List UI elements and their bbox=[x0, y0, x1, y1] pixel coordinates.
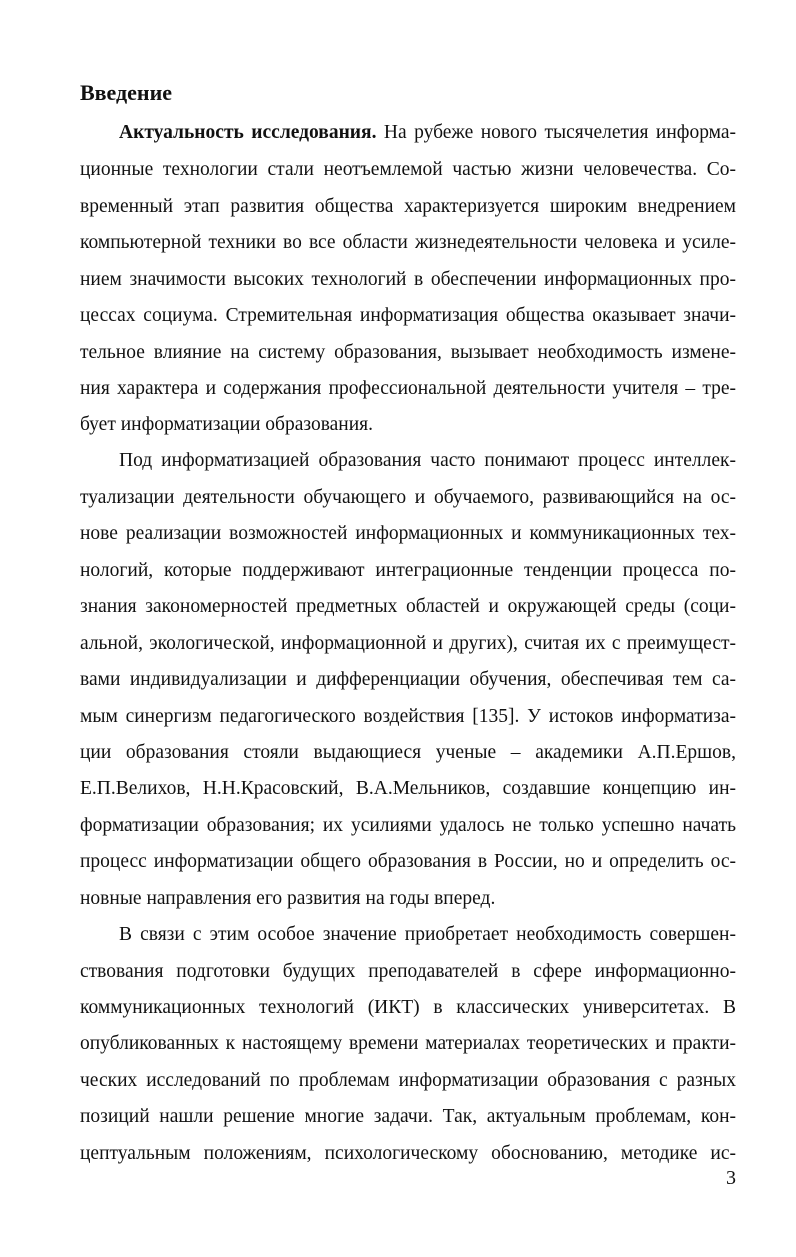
paragraph-1-line-8: ния характера и содержания профессиональной деятельности учителя – тре- bbox=[80, 378, 736, 399]
paragraph-2-line-11: форматизации образования; их усилиями удалось не только успешно начать bbox=[80, 815, 736, 836]
paragraph-2-line-8: мым синергизм педагогического воздействия [135]. У истоков информатиза- bbox=[80, 706, 736, 727]
paragraph-1-line-2: ционные технологии стали неотъемлемой частью жизни человечества. Со- bbox=[80, 159, 736, 180]
paragraph-2-line-12: процесс информатизации общего образования в России, но и определить ос- bbox=[80, 851, 736, 872]
paragraph-1-line-6: цессах социума. Стремительная информатизация общества оказывает значи- bbox=[80, 305, 736, 326]
section-heading: Введение bbox=[80, 80, 173, 105]
paragraph-1-line-1-text: На рубеже нового тысячелетия информа- bbox=[376, 122, 736, 143]
paragraph-1-line-5: нием значимости высоких технологий в обеспечении информационных про- bbox=[80, 269, 736, 290]
paragraph-2-line-10: Е.П.Велихов, Н.Н.Красовский, В.А.Мельников, создавшие концепцию ин- bbox=[80, 778, 736, 799]
paragraph-3-line-3: коммуникационных технологий (ИКТ) в классических университетах. В bbox=[80, 997, 736, 1018]
page-number: 3 bbox=[726, 1167, 736, 1189]
paragraph-2-line-2: туализации деятельности обучающего и обучаемого, развивающийся на ос- bbox=[80, 487, 736, 508]
paragraph-2-line-6: альной, экологической, информационной и других), считая их с преимущест- bbox=[80, 633, 736, 654]
paragraph-1-line-9: бует информатизации образования. bbox=[80, 414, 374, 435]
paragraph-2-line-13: новные направления его развития на годы вперед. bbox=[80, 888, 496, 909]
paragraph-2-line-5: знания закономерностей предметных областей и окружающей среды (соци- bbox=[80, 596, 736, 617]
paragraph-2-line-1: Под информатизацией образования часто понимают процесс интеллек- bbox=[119, 450, 736, 471]
paragraph-3-line-5: ческих исследований по проблемам информатизации образования с разных bbox=[80, 1070, 736, 1091]
paragraph-1-line-3: временный этап развития общества характеризуется широким внедрением bbox=[80, 196, 736, 217]
paragraph-3-line-7: цептуальным положениям, психологическому обоснованию, методике ис- bbox=[80, 1143, 736, 1164]
paragraph-2-line-4: нологий, которые поддерживают интеграционные тенденции процесса по- bbox=[80, 560, 736, 581]
paragraph-2-line-3: нове реализации возможностей информационных и коммуникационных тех- bbox=[80, 523, 736, 544]
paragraph-2-line-7: вами индивидуализации и дифференциации обучения, обеспечивая тем са- bbox=[80, 669, 736, 690]
paragraph-2-line-9: ции образования стояли выдающиеся ученые – академики А.П.Ершов, bbox=[80, 742, 736, 763]
paragraph-1-line-4: компьютерной техники во все области жизнедеятельности человека и усиле- bbox=[80, 232, 736, 253]
paragraph-1-line-1 bbox=[119, 120, 736, 146]
paragraph-3-line-2: ствования подготовки будущих преподавателей в сфере информационно- bbox=[80, 961, 736, 982]
paragraph-1-lead: Актуальность исследования. bbox=[119, 122, 377, 143]
paragraph-3-line-4: опубликованных к настоящему времени материалах теоретических и практи- bbox=[80, 1033, 736, 1054]
paragraph-3-line-6: позиций нашли решение многие задачи. Так, актуальным проблемам, кон- bbox=[80, 1106, 736, 1127]
paragraph-1-line-7: тельное влияние на систему образования, вызывает необходимость измене- bbox=[80, 342, 736, 363]
paragraph-3-line-1: В связи с этим особое значение приобретает необходимость совершен- bbox=[119, 924, 736, 945]
